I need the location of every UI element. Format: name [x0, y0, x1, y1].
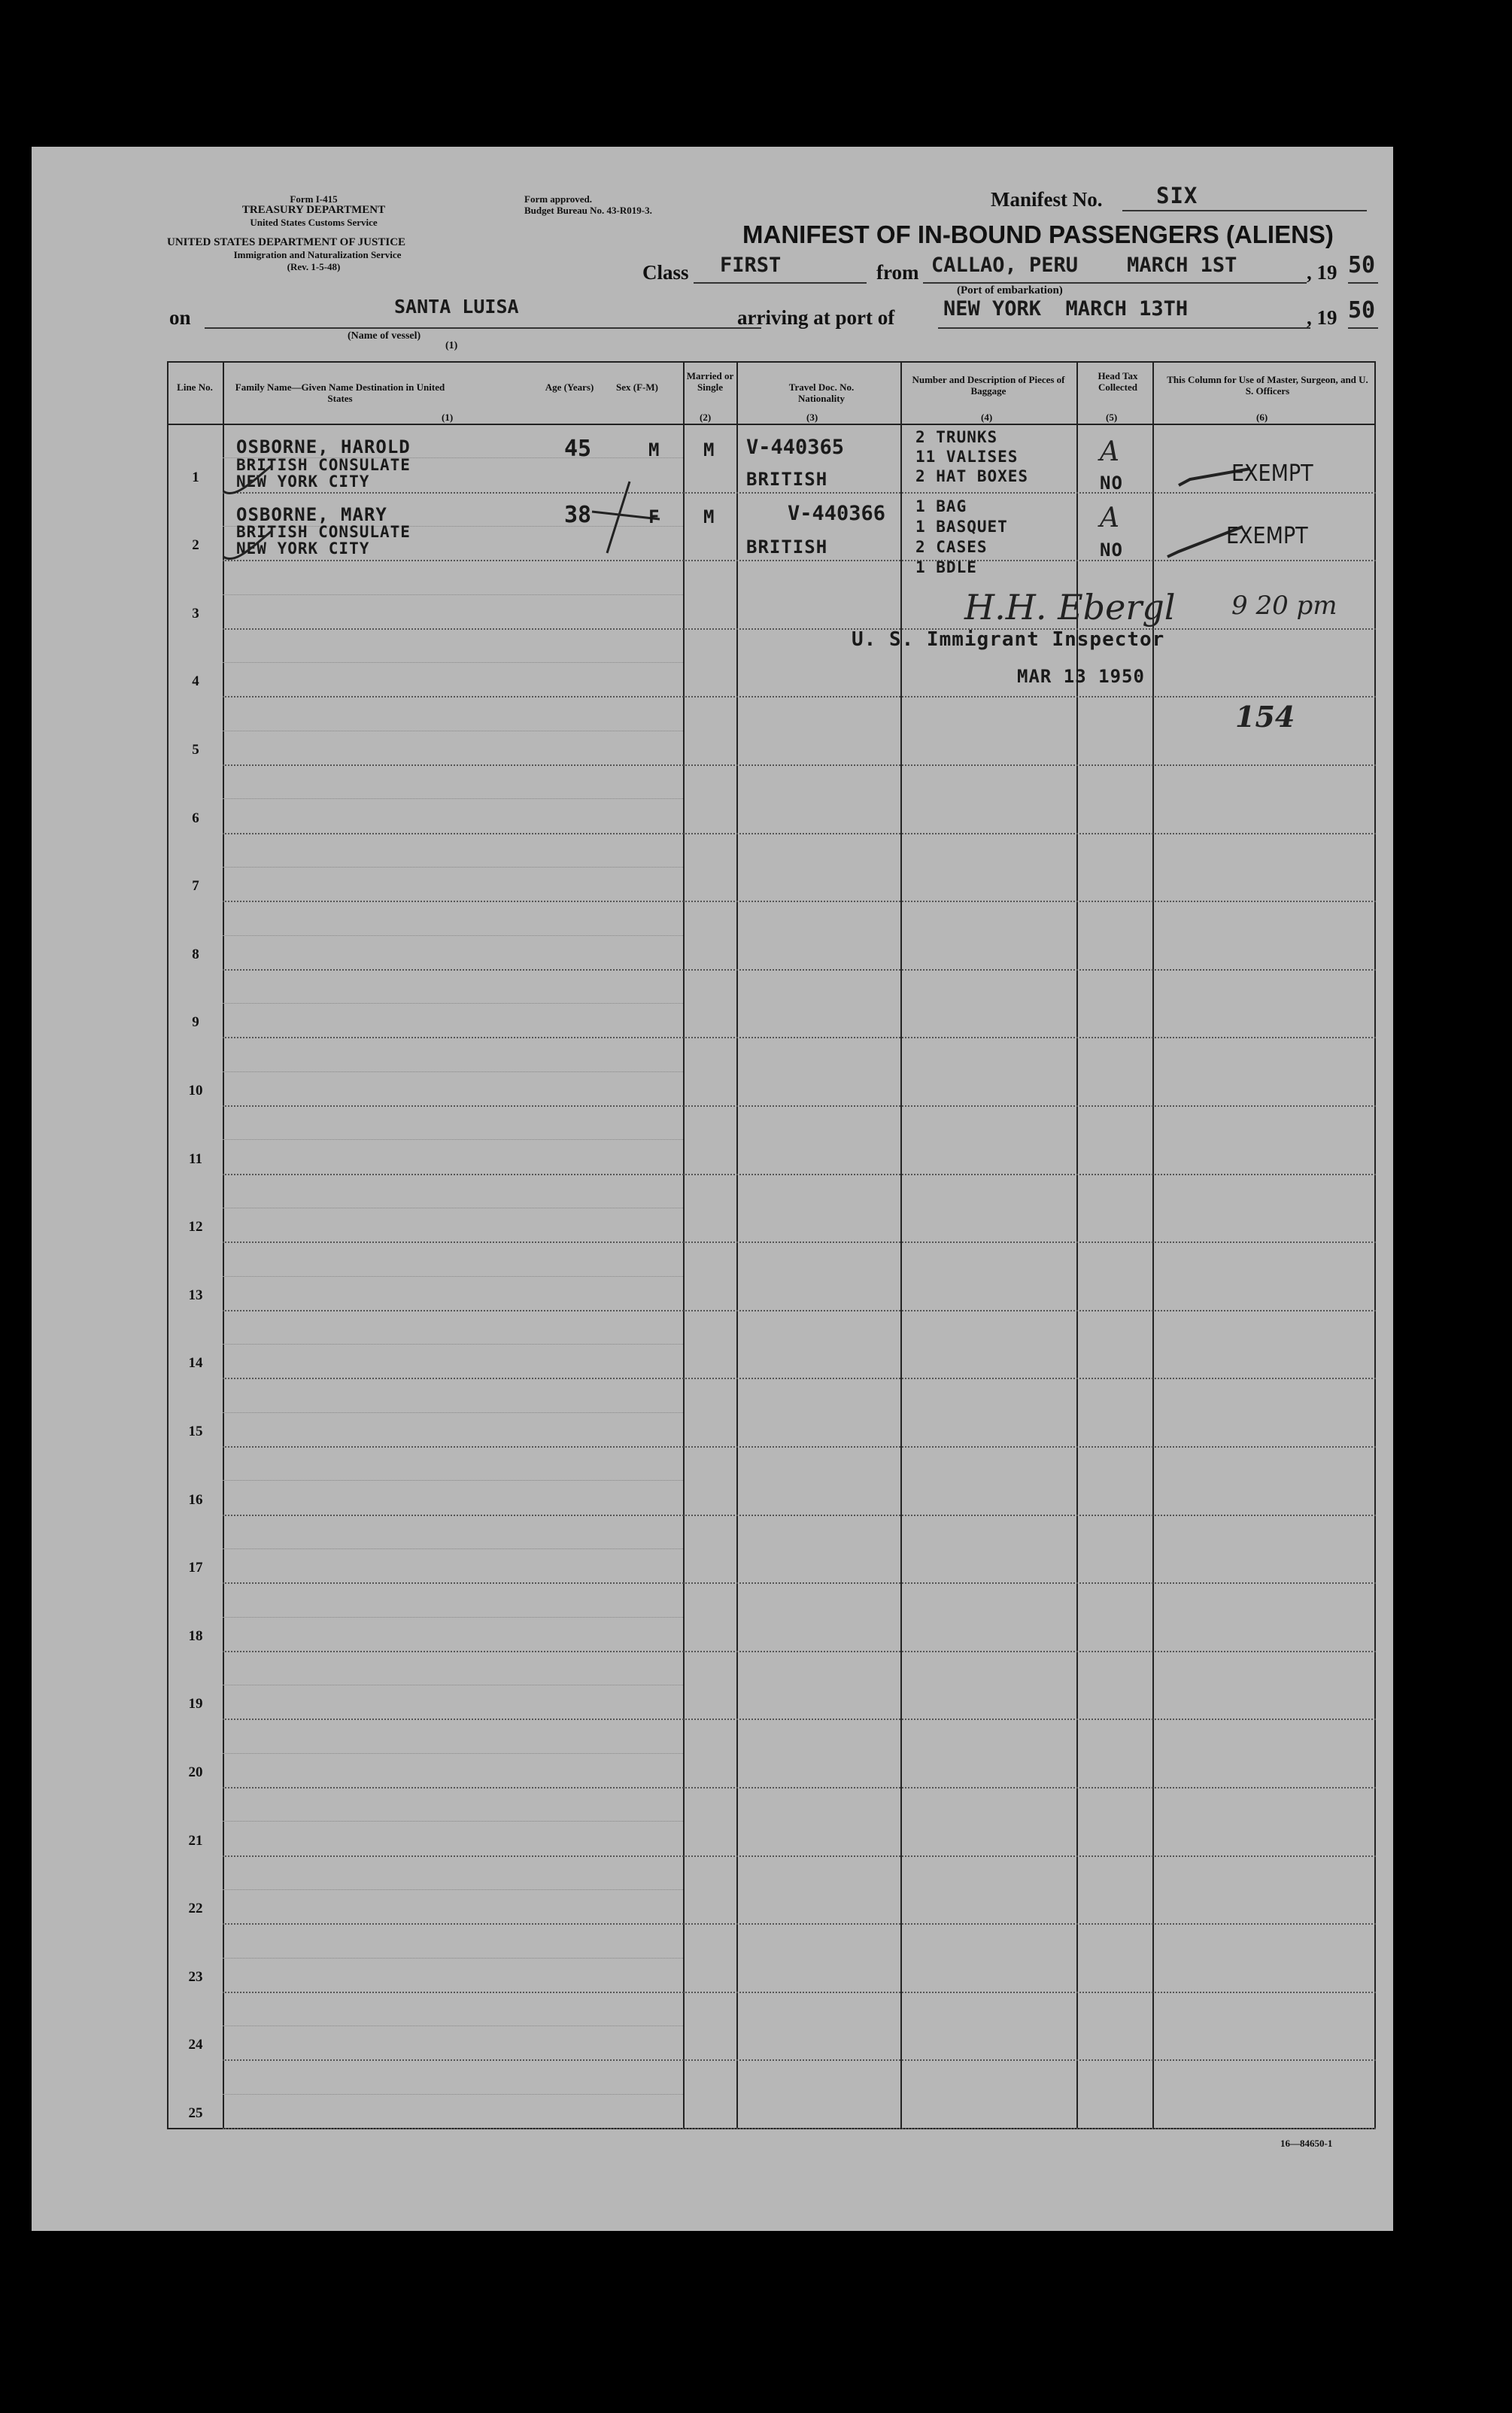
row-half-line [223, 1821, 683, 1822]
header-num-3: (3) [806, 412, 818, 423]
row-line [223, 969, 1376, 971]
row-line [223, 1582, 1376, 1584]
row-half-line [223, 1276, 683, 1277]
from-underline [923, 282, 1307, 284]
passenger-2-married: M [703, 506, 715, 527]
passenger-1-baggage-1: 2 TRUNKS [915, 428, 998, 446]
col-divider [900, 361, 902, 2129]
row-half-line [223, 1139, 683, 1140]
row-half-line [223, 1958, 683, 1959]
inspection-date: MAR 13 1950 [1017, 666, 1145, 687]
class-underline [694, 282, 867, 284]
row-half-line [223, 867, 683, 868]
line-number: 3 [192, 605, 199, 621]
line-number: 12 [188, 1219, 203, 1235]
passenger-1-tax-mark: A [1100, 436, 1119, 467]
row-tick-mark [220, 461, 280, 506]
passenger-1-nationality: BRITISH [746, 469, 828, 490]
row-line [223, 1787, 1376, 1788]
passenger-1-tax-value: NO [1100, 473, 1123, 494]
col-divider [736, 361, 738, 2129]
passenger-1-doc: V-440365 [746, 436, 845, 459]
header-num-2: (2) [700, 412, 712, 423]
form-approved: Form approved. [524, 193, 593, 205]
row-half-line [223, 662, 683, 663]
class-label: Class [642, 261, 689, 284]
row-line [223, 833, 1376, 834]
form-revision: (Rev. 1-5-48) [287, 261, 341, 272]
line-number: 23 [188, 1968, 203, 1985]
passenger-2-dest1: BRITISH CONSULATE [236, 523, 411, 541]
row-half-line [223, 1889, 683, 1890]
line-number: 18 [188, 1627, 203, 1644]
vessel-underline [205, 327, 761, 329]
arriving-underline [938, 327, 1310, 329]
row-line [223, 1174, 1376, 1175]
budget-bureau: Budget Bureau No. 43-R019-3. [524, 205, 652, 216]
line-number: 10 [188, 1083, 203, 1099]
line-number: 7 [192, 878, 199, 895]
line-number: 6 [192, 810, 199, 826]
vessel-caption: (Name of vessel) [348, 330, 421, 342]
row-line [223, 1105, 1376, 1107]
passenger-1-dest2: NEW YORK CITY [236, 473, 370, 491]
line-number: 9 [192, 1014, 199, 1031]
row-half-line [223, 1071, 683, 1072]
header-baggage: Number and Description of Pieces of Baggage [912, 374, 1065, 397]
manifest-no-label: Manifest No. [991, 188, 1103, 211]
row-line [223, 764, 1376, 766]
year-value-1: 50 [1348, 252, 1376, 278]
header-num-1: (1) [442, 412, 454, 423]
line-number: 24 [188, 2037, 203, 2053]
passenger-2-dest2: NEW YORK CITY [236, 539, 370, 558]
passenger-1-age: 45 [564, 436, 592, 462]
row-half-line [223, 798, 683, 799]
row-line [223, 1310, 1376, 1311]
header-age: Age (Years) [545, 381, 594, 393]
arriving-label: arriving at port of [737, 306, 895, 329]
inspector-title: U. S. Immigrant Inspector [852, 628, 1165, 651]
year-underline-2 [1348, 327, 1378, 329]
row-half-line [223, 2094, 683, 2095]
form-number: Form I-415 [290, 193, 338, 205]
passenger-2-doc: V-440366 [788, 502, 886, 525]
header-head-tax: Head Tax Collected [1098, 370, 1138, 393]
year-value-2: 50 [1348, 297, 1376, 324]
passenger-2-nationality: BRITISH [746, 536, 828, 558]
from-value: CALLAO, PERU MARCH 1ST [931, 254, 1237, 277]
row-half-line [223, 594, 683, 595]
line-number: 13 [188, 1287, 203, 1303]
passenger-2-sex: F [648, 506, 660, 527]
row-line [223, 1923, 1376, 1925]
passenger-2-baggage-2: 1 BASQUET [915, 518, 1008, 536]
line-number: 2 [192, 537, 199, 554]
row-line [223, 1719, 1376, 1720]
row-line [223, 901, 1376, 902]
header-num-4: (4) [981, 412, 993, 423]
header-num-5: (5) [1106, 412, 1118, 423]
passenger-2-tax-mark: A [1100, 503, 1119, 533]
row-half-line [223, 1480, 683, 1481]
col-divider [223, 361, 224, 2129]
year-label-1: , 19 [1307, 261, 1337, 284]
on-label: on [169, 306, 191, 329]
header-bottom-line [167, 424, 1376, 425]
line-number: 19 [188, 1696, 203, 1713]
vessel-caption-num: (1) [445, 340, 458, 351]
row-half-line [223, 1753, 683, 1754]
row-half-line [223, 1617, 683, 1618]
row-line [223, 628, 1376, 630]
passenger-1-sex: M [648, 439, 660, 460]
passenger-2-age: 38 [564, 502, 592, 528]
inspector-signature: H.H. Ebergl [964, 587, 1176, 628]
passenger-1-dest1: BRITISH CONSULATE [236, 456, 411, 474]
header-travel-doc: Travel Doc. No. Nationality [788, 381, 855, 404]
row-half-line [223, 1003, 683, 1004]
line-number: 22 [188, 1901, 203, 1917]
row-line [223, 1241, 1376, 1243]
arriving-value: NEW YORK MARCH 13TH [943, 297, 1189, 321]
port-embarkation-caption: (Port of embarkation) [957, 284, 1063, 296]
line-number: 20 [188, 1764, 203, 1780]
passenger-1-married: M [703, 439, 715, 460]
passenger-1-baggage-3: 2 HAT BOXES [915, 467, 1029, 485]
line-number: 16 [188, 1491, 203, 1508]
row-line [223, 2128, 1376, 2129]
manifest-table [167, 361, 1376, 2129]
row-line [223, 1378, 1376, 1379]
passenger-2-name: OSBORNE, MARY [236, 504, 387, 525]
row-half-line [223, 1344, 683, 1345]
manifest-no-underline [1122, 210, 1367, 211]
passenger-1-baggage-2: 11 VALISES [915, 448, 1019, 466]
row-line [223, 696, 1376, 697]
passenger-2-baggage-3: 2 CASES [915, 538, 988, 556]
class-value: FIRST [720, 254, 782, 277]
form-footer-code: 16—84650-1 [1280, 2138, 1333, 2149]
line-number: 14 [188, 1355, 203, 1372]
row-tick-mark [220, 527, 280, 572]
vessel-value: SANTA LUISA [394, 296, 519, 318]
row-line [223, 1037, 1376, 1038]
line-number: 4 [192, 673, 199, 690]
manifest-no-value: SIX [1156, 183, 1198, 208]
manifest-title: MANIFEST OF IN-BOUND PASSENGERS (ALIENS) [742, 220, 1334, 248]
row-line [223, 1515, 1376, 1516]
row-line [223, 1446, 1376, 1448]
col-divider [683, 361, 685, 2129]
header-family-name: Family Name—Given Name Destination in United States [235, 381, 445, 404]
line-number: 25 [188, 2105, 203, 2121]
row-line [223, 1855, 1376, 1857]
ins-name: Immigration and Naturalization Service [233, 249, 402, 260]
passenger-2-baggage-1: 1 BAG [915, 497, 967, 515]
header-sex: Sex (F-M) [616, 381, 658, 393]
passenger-2-tax-value: NO [1100, 539, 1123, 561]
line-number: 1 [192, 469, 199, 485]
row-line [223, 2059, 1376, 2061]
row-half-line [223, 935, 683, 936]
passenger-1-officer-note: EXEMPT [1231, 460, 1313, 487]
row-half-line [223, 1548, 683, 1549]
line-number: 21 [188, 1832, 203, 1849]
line-number: 8 [192, 946, 199, 962]
header-line-no: Line No. [177, 381, 213, 393]
line-number: 17 [188, 1560, 203, 1576]
line-number: 15 [188, 1424, 203, 1439]
year-label-2: , 19 [1307, 306, 1337, 329]
passenger-2-officer-note: EXEMPT [1226, 523, 1308, 549]
row-line [223, 1992, 1376, 1993]
header-married: Married or Single [686, 370, 734, 393]
from-label: from [876, 261, 919, 284]
passenger-2-baggage-4: 1 BDLE [915, 558, 977, 576]
treasury-department: TREASURY DEPARTMENT [241, 204, 386, 216]
line-number: 5 [192, 742, 199, 758]
stamp-number: 154 [1235, 700, 1295, 734]
inspection-time: 9 20 pm [1231, 591, 1337, 621]
year-underline-1 [1348, 282, 1378, 284]
department-of-justice: UNITED STATES DEPARTMENT OF JUSTICE [167, 236, 406, 248]
line-number: 11 [189, 1150, 202, 1167]
row-line [223, 1651, 1376, 1652]
manifest-sheet [32, 147, 1393, 2231]
row-half-line [223, 1412, 683, 1413]
customs-service: United States Customs Service [250, 217, 378, 228]
header-num-6: (6) [1256, 412, 1268, 423]
passenger-1-name: OSBORNE, HAROLD [236, 436, 411, 457]
header-officers: This Column for Use of Master, Surgeon, and U. S. Officers [1167, 374, 1368, 397]
